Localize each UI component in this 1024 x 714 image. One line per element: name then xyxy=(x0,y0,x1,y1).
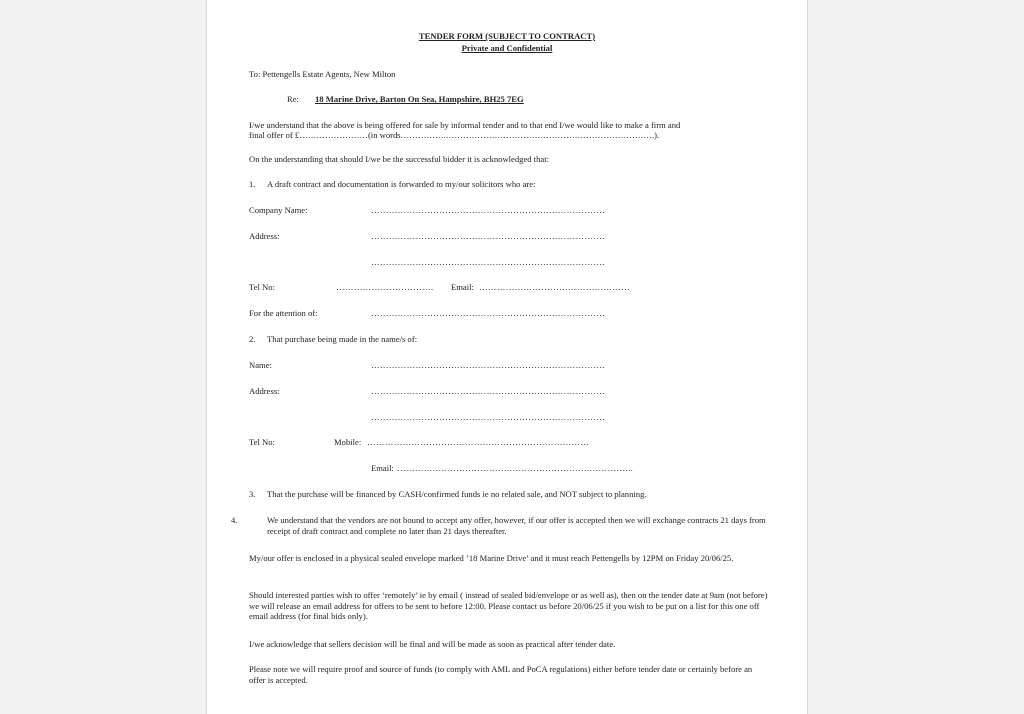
re-label: Re: xyxy=(287,94,299,104)
solicitor-address-field-1[interactable]: ……………………………………………………………………. xyxy=(371,231,605,241)
item-2-number: 2. xyxy=(249,334,256,344)
buyer-email-field[interactable]: …………………………………………………………………….. xyxy=(397,463,634,473)
item-2-text: That purchase being made in the name/s of: xyxy=(267,334,418,344)
item-3 xyxy=(249,489,647,500)
buyer-tel-label: Tel No: xyxy=(249,437,275,447)
item-1 xyxy=(249,179,535,190)
item-4-text: We understand that the vendors are not bound to accept any offer, however, if our offer is accepted then we will exchange contracts 21 days from receipt of draft contract and complete no later than 21 days thereafter. xyxy=(267,515,766,536)
document-page xyxy=(206,0,808,714)
solicitor-tel-field[interactable]: …………………………… xyxy=(336,282,434,292)
buyer-address-label: Address: xyxy=(249,386,280,396)
form-title: TENDER FORM (SUBJECT TO CONTRACT) xyxy=(418,31,596,41)
form-subtitle: Private and Confidential xyxy=(461,43,553,53)
item-1-text: A draft contract and documentation is forwarded to my/our solicitors who are: xyxy=(267,179,536,189)
item-2 xyxy=(249,334,417,345)
solicitor-address-field-2[interactable]: ……………………………………………………………………. xyxy=(371,257,605,267)
item-3-text: That the purchase will be financed by CASH/confirmed funds ie no related sale, and NOT subject to planning. xyxy=(267,489,647,499)
buyer-mobile-label: Mobile: xyxy=(334,437,362,447)
to-line: To: Pettengells Estate Agents, New Milton xyxy=(249,69,396,79)
buyer-name-field[interactable]: ……………………………………………………………………. xyxy=(371,360,605,370)
buyer-name-label: Name: xyxy=(249,360,272,370)
buyer-address-field-1[interactable]: ……………………………………………………………………. xyxy=(371,386,605,396)
item-4-number: 4. xyxy=(231,515,238,525)
solicitor-address-label: Address: xyxy=(249,231,280,241)
intro-line-2: final offer of £……………………(in words…………….……………………………………………………………….). xyxy=(249,130,660,140)
company-name-field[interactable]: ……………………………………………………………………. xyxy=(371,205,605,215)
solicitor-tel-label: Tel No: xyxy=(249,282,275,292)
attention-label: For the attention of: xyxy=(249,308,318,318)
acknowledge-text: On the understanding that should I/we be the successful bidder it is acknowledged that: xyxy=(249,154,549,164)
item-1-number: 1. xyxy=(249,179,256,189)
property-address: 18 Marine Drive, Barton On Sea, Hampshire, BH25 7EG xyxy=(315,94,524,104)
intro-line-1: I/we understand that the above is being offered for sale by informal tender and to that end I/we would like to make a firm and xyxy=(249,120,681,130)
attention-field[interactable]: ……………………………………………………………………. xyxy=(371,308,605,318)
item-4 xyxy=(231,515,787,536)
proof-of-funds-paragraph: Please note we will require proof and source of funds (to comply with AML and PoCA regulations) either before tender date or certainly before an offer is accepted. xyxy=(249,664,753,685)
solicitor-email-field[interactable]: …………………………………………… xyxy=(479,282,631,292)
item-3-number: 3. xyxy=(249,489,256,499)
buyer-mobile-field[interactable]: ………………………………………………………………… xyxy=(367,437,590,447)
remote-offer-paragraph: Should interested parties wish to offer ‘remotely’ ie by email ( instead of sealed bid/envelope or as well as), then on the tender date at 9am (not before) we will release an email address for offers to be sent to before 12:00. Please contact us before 20/06/25 if you wish to be put on a list for this one off email address (for final bids only). xyxy=(249,590,768,621)
buyer-email-label: Email: xyxy=(371,463,394,473)
company-name-label: Company Name: xyxy=(249,205,308,215)
decision-paragraph: I/we acknowledge that sellers decision will be final and will be made as soon as practical after tender date. xyxy=(249,639,616,649)
solicitor-email-label: Email: xyxy=(451,282,474,292)
offer-paragraph: My/our offer is enclosed in a physical sealed envelope marked ’18 Marine Drive’ and it must reach Pettengells by 12PM on Friday 20/06/25. xyxy=(249,553,734,563)
buyer-address-field-2[interactable]: ……………………………………………………………………. xyxy=(371,412,605,422)
